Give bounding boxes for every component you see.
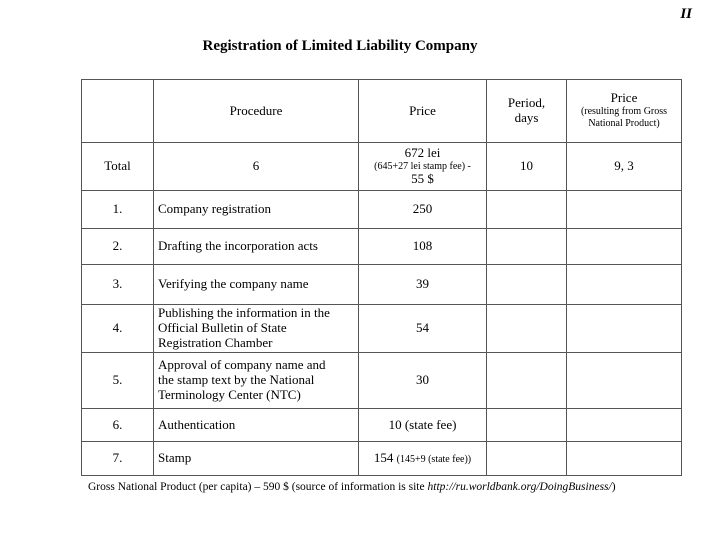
total-price-main: 672 lei <box>404 144 441 160</box>
row-price: 39 <box>359 265 487 305</box>
row-procedure: Company registration <box>154 191 359 229</box>
row-procedure: Stamp <box>154 442 359 476</box>
row-number: 3. <box>82 265 154 305</box>
row-period <box>487 353 567 409</box>
table-row <box>82 229 682 265</box>
total-procedures: 6 <box>154 143 359 191</box>
row-procedure-line: the stamp text by the National <box>158 372 315 388</box>
row-period <box>487 265 567 305</box>
table-row <box>82 191 682 229</box>
total-price-detail: (645+27 lei stamp fee) - <box>374 160 471 172</box>
table-row <box>82 305 682 353</box>
row-procedure: Verifying the company name <box>154 265 359 305</box>
row-price: 10 (state fee) <box>359 409 487 442</box>
row-number: 4. <box>82 305 154 353</box>
header-price-gnp-line1: Price <box>610 90 638 106</box>
row-price-detail: (145+9 (state fee)) <box>396 454 472 466</box>
footnote-close: ) <box>611 481 616 493</box>
footnote-text: Gross National Product (per capita) – 590 $ (source of information is site <box>88 481 428 493</box>
header-empty-cell <box>82 80 154 143</box>
row-price: 108 <box>359 229 487 265</box>
header-period <box>487 80 567 143</box>
row-number: 6. <box>82 409 154 442</box>
row-price: 250 <box>359 191 487 229</box>
row-price: 30 <box>359 353 487 409</box>
table-row <box>82 409 682 442</box>
header-price: Price <box>359 80 487 143</box>
total-price-usd: 55 $ <box>411 171 434 187</box>
row-period <box>487 409 567 442</box>
row-price-gnp <box>567 191 682 229</box>
row-number: 7. <box>82 442 154 476</box>
total-price-gnp: 9, 3 <box>567 143 682 191</box>
row-procedure <box>154 305 359 353</box>
row-procedure-line: Publishing the information in the <box>158 305 330 321</box>
row-price-gnp <box>567 229 682 265</box>
row-procedure: Drafting the incorporation acts <box>154 229 359 265</box>
total-label: Total <box>82 143 154 191</box>
table-row <box>82 265 682 305</box>
header-procedure: Procedure <box>154 80 359 143</box>
row-price <box>359 442 487 476</box>
row-procedure <box>154 353 359 409</box>
row-price-gnp <box>567 409 682 442</box>
row-period <box>487 191 567 229</box>
total-period: 10 <box>487 143 567 191</box>
row-number: 1. <box>82 191 154 229</box>
row-period <box>487 442 567 476</box>
row-price: 54 <box>359 305 487 353</box>
row-price-gnp <box>567 442 682 476</box>
row-procedure-line: Approval of company name and <box>158 357 326 373</box>
row-period <box>487 305 567 353</box>
row-price-gnp <box>567 353 682 409</box>
table-row <box>82 353 682 409</box>
row-price-main: 154 <box>373 450 394 466</box>
footnote-url: http://ru.worldbank.org/DoingBusiness/ <box>427 481 612 493</box>
row-price-gnp <box>567 305 682 353</box>
row-procedure: Authentication <box>154 409 359 442</box>
row-price-gnp <box>567 265 682 305</box>
page-title: Registration of Limited Liability Company <box>202 38 478 54</box>
header-price-gnp-line3: National Product) <box>588 118 660 130</box>
row-procedure-line: Terminology Center (NTC) <box>158 386 301 402</box>
total-row <box>82 143 682 191</box>
footnote <box>88 481 708 493</box>
table-row <box>82 442 682 476</box>
row-number: 5. <box>82 353 154 409</box>
page-number: II <box>680 6 692 22</box>
header-price-gnp <box>567 80 682 143</box>
row-period <box>487 229 567 265</box>
total-price <box>359 143 487 191</box>
header-period-line1: Period, <box>507 95 546 111</box>
row-number: 2. <box>82 229 154 265</box>
registration-table <box>81 79 682 476</box>
row-procedure-line: Official Bulletin of State <box>158 320 287 336</box>
header-period-line2: days <box>514 110 539 125</box>
header-price-gnp-line2: (resulting from Gross <box>580 105 668 117</box>
table-header-row <box>82 80 682 143</box>
row-procedure-line: Registration Chamber <box>158 334 273 350</box>
